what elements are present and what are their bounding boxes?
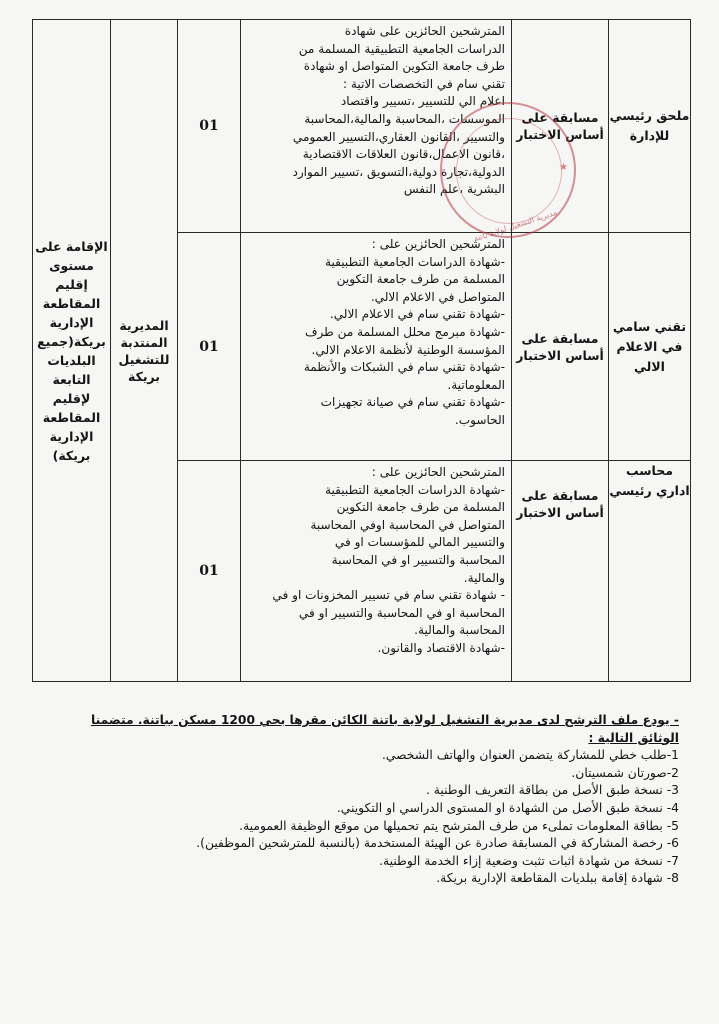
document-item: 3- نسخة طبق الأصل من بطاقة التعريف الوطنية . [425,783,679,798]
directorate-cell [111,20,178,682]
condition-line: والتسيير ،القانون العقاري،التسيير العمومي [292,129,505,144]
count-text: 01 [199,338,219,355]
document-item: 6- رخصة المشاركة في المسابقة صادرة عن الهيئة المستخدمة (بالنسبة للمترشحين الموظفين). [196,836,679,851]
recruitment-mode-text: مسابقة على أساس الاختبار [516,488,604,520]
document-item: 1-طلب خطي للمشاركة يتضمن العنوان والهاتف الشخصي. [381,748,679,763]
directorate-text: المديرية المنتدبة للتشغيل بريكة [118,317,170,384]
condition-line: والتسيير المالي للمؤسسات او في [334,535,505,550]
position-title [609,233,691,461]
condition-line: المؤسسة الوطنية لأنظمة الاعلام الالي. [311,342,505,357]
condition-line: المحاسبة والمالية. [414,623,505,638]
conditions-cell [241,233,512,461]
condition-line: ،قانون الاعمال،قانون العلاقات الاقتصادية [302,147,505,162]
document-item: 5- بطاقة المعلومات تملىء من طرف المترشح يتم تحميلها من موقع الوظيفة العمومية. [239,818,679,833]
documents-intro: - يودع ملف الترشح لدى مديرية التشغيل لولاية باتنة الكائن مقرها بحي 1200 مسكن بباتنة. متضمنا [90,713,679,727]
condition-line: -شهادة الدراسات الجامعية التطبيقية [325,254,505,269]
condition-line: -شهادة تقني سام في صيانة تجهيزات [320,395,505,410]
condition-line: -شهادة تقني سام في الشبكات والأنظمة [303,360,505,375]
condition-line: المحاسبة او في المحاسبة والتسيير او في [298,605,505,620]
condition-line: المحاسبة والتسيير او في المحاسبة [331,552,505,567]
condition-line: -شهادة الاقتصاد والقانون. [377,640,505,655]
condition-line: -شهادة مبرمج محلل المسلمة من طرف [304,324,505,339]
residence-cell [33,20,111,682]
position-title-text: محاسب اداري رئيسي [609,463,690,498]
condition-line: الدراسات الجامعية التطبيقية المسلمة من [298,41,505,56]
positions-table [32,19,691,682]
condition-line: المعلوماتية. [447,377,505,392]
condition-line: تقني سام في التخصصات الاتية : [343,76,505,91]
condition-line: - شهادة تقني سام في تسيير المخزونات او في [272,588,505,603]
recruitment-mode [512,233,609,461]
position-title-text: تقني سامي في الاعلام الالي [612,318,687,374]
conditions-cell [241,20,512,233]
condition-line: طرف جامعة التكوين المتواصل او شهادة [303,59,505,74]
positions-count [178,20,241,233]
conditions-cell [241,461,512,682]
stamp-text: مديرية التشغيل لولاية باتنة [472,207,559,244]
condition-line: المتواصل في المحاسبة اوفي المحاسبة [310,517,505,532]
table-row [33,20,691,233]
position-title-text: ملحق رئيسي للإدارة [609,108,690,143]
condition-line: -شهادة تقني سام في الاعلام الالي. [329,307,505,322]
condition-line: الدولية،تجارة دولية،التسويق ،تسيير الموارد [292,164,505,179]
star-icon: ★ [559,162,568,173]
recruitment-mode [512,20,609,233]
condition-line: المترشحين الحائزين على شهادة [344,24,505,38]
document-item: 2-صورتان شمسيتان. [571,765,679,780]
condition-line: المترشحين الحائزين على : [371,465,505,479]
position-title [609,20,691,233]
condition-line: البشرية ،علم النفس [403,182,505,197]
document-item: 4- نسخة طبق الأصل من الشهادة او المستوى الدراسي او التكويني. [336,800,679,815]
documents-intro-heading: الوثائق التالية : [588,730,679,745]
residence-text: الإقامة على مستوى إقليم المقاطعة الإدارية بريكة(جميع البلديات التابعة لإقليم المقاطعة الإدارية بريكة) [35,238,108,463]
condition-line: والمالية. [463,570,505,585]
required-documents [59,712,679,888]
condition-line: -شهادة الدراسات الجامعية التطبيقية [325,482,505,497]
condition-line: المسلمة من طرف جامعة التكوين [336,500,505,515]
count-text: 01 [199,563,219,579]
positions-count [178,461,241,682]
recruitment-mode [512,461,609,682]
position-title [609,461,691,682]
condition-line: الموسسات ،المحاسبة والمالية،المحاسبة [304,111,505,126]
recruitment-mode-text: مسابقة على أساس الاختبار [516,110,604,142]
condition-line: الحاسوب. [454,412,505,427]
recruitment-mode-text: مسابقة على أساس الاختبار [516,330,604,363]
condition-line: المتواصل في الاعلام الالي. [370,289,505,304]
condition-line: المترشحين الحائزين على : [371,237,505,251]
document-item: 8- شهادة إقامة ببلديات المقاطعة الإدارية بريكة. [436,871,679,886]
count-text: 01 [199,118,219,134]
condition-line: المسلمة من طرف جامعة التكوين [336,272,505,287]
positions-count [178,233,241,461]
document-item: 7- نسخة من شهادة اثبات تثبت وضعية إزاء الخدمة الوطنية. [379,853,679,868]
condition-line: اعلام الي للتسيير ،تسيير واقتصاد [340,94,505,109]
